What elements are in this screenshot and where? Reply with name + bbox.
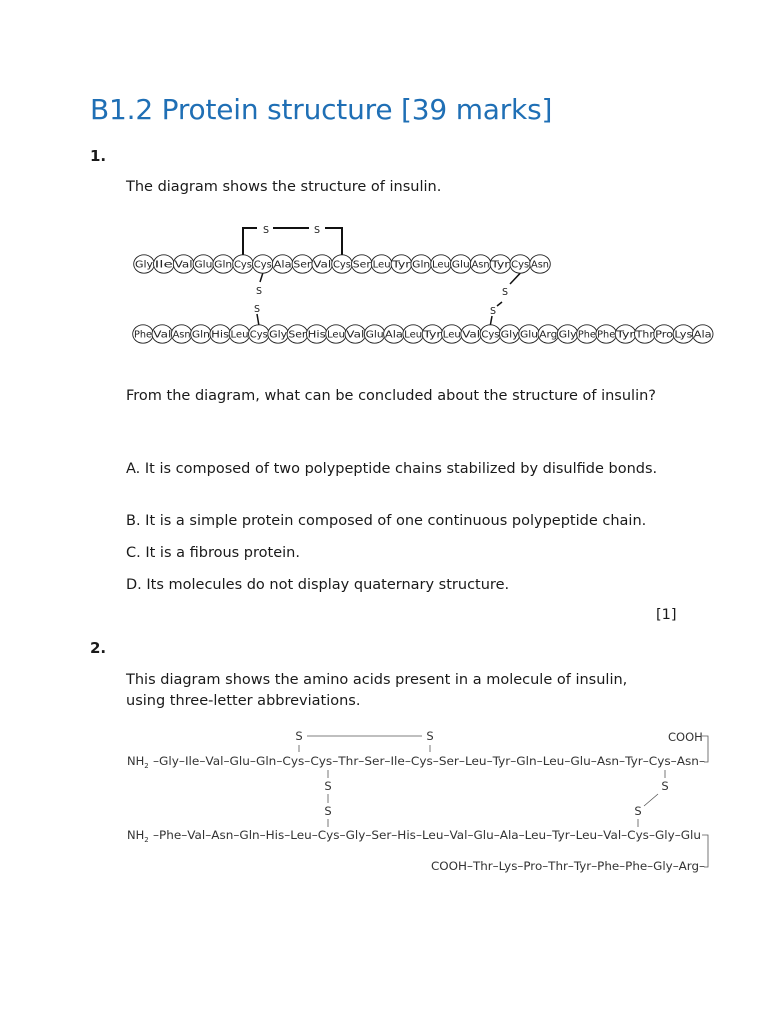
bridge-s-right-1: S <box>501 287 509 298</box>
chain-a-residue-label: Gln <box>412 259 431 271</box>
bridge-right-line-3 <box>490 316 492 325</box>
chain-a-residue-label: Ile <box>154 259 174 271</box>
chain-b-residue-label: Arg <box>539 329 558 341</box>
bridge-s-right-1: S <box>661 779 669 793</box>
chain-a-residue-label: Gln <box>214 259 233 271</box>
chain-b-residue-label: Glu <box>520 329 538 341</box>
chain-b-residue-label: Ser <box>288 329 307 341</box>
chain-a-residue-label: Cys <box>333 259 352 271</box>
insulin-sequence-diagram-2 <box>120 725 720 880</box>
chain-b-residue-label: Ala <box>693 329 712 341</box>
bridge-right-line-2 <box>497 302 502 306</box>
chain-b-residue-label: Leu <box>442 329 461 341</box>
chain-b-residue-label: Leu <box>327 329 345 341</box>
nh2-a: $NH_2$ <box>127 754 149 770</box>
chain-a-residue-label: Tyr <box>391 259 411 271</box>
option-b[interactable]: B. It is a simple protein composed of one continuous polypeptide chain. <box>126 513 647 529</box>
chain-b-residue-label: Tyr <box>422 329 442 341</box>
question-1-intro: The diagram shows the structure of insulin. <box>126 179 442 195</box>
chain-a-residue-label: Asn <box>531 259 549 271</box>
chain-b-residue-label: His <box>211 329 230 341</box>
bridge-s-left-2: S <box>324 804 332 818</box>
bridge-s-left-2: S <box>253 304 261 315</box>
bridge-s-left-1: S <box>324 779 332 793</box>
chain-a-residue-label: Asn <box>471 259 490 271</box>
chain-b-residue-label: Tyr <box>615 329 635 341</box>
chain-b-residue-label: Leu <box>404 329 423 341</box>
bridge-s-top-right: S <box>426 729 434 743</box>
option-a[interactable]: A. It is composed of two polypeptide chains stabilized by disulfide bonds. <box>126 461 658 477</box>
chain-b-residue-label: Phe <box>134 329 153 341</box>
bridge-s-right-2: S <box>489 306 497 317</box>
chain-a-residue-label: Val <box>174 259 193 271</box>
chain-b-residue-label: His <box>307 329 326 341</box>
chain-b-residue-label: Asn <box>172 329 191 341</box>
chain-b-residue-label: Val <box>153 329 172 341</box>
chain-b-residue-label: Cys <box>249 329 268 341</box>
chain-a-residue-label: Cys <box>511 259 530 271</box>
chain-b-residue-label: Leu <box>230 329 249 341</box>
chain-a-residue-label: Cys <box>253 259 272 271</box>
cooh-top: COOH <box>668 730 703 744</box>
bridge-s-left-1: S <box>255 286 263 297</box>
chain-b-residue-label: Val <box>462 329 481 341</box>
question-2-number: 2. <box>90 639 107 657</box>
option-c[interactable]: C. It is a fibrous protein. <box>126 545 300 561</box>
chain-a-residue-label: Glu <box>451 259 470 271</box>
chain-a-residue-label: Glu <box>194 259 213 271</box>
chain-a-residue-label: Tyr <box>490 259 510 271</box>
chain-a-residue-label: Cys <box>234 259 253 271</box>
chain-b-residue-label: Val <box>346 329 365 341</box>
chain-a-residue-label: Leu <box>432 259 450 271</box>
chain-b-residue-label: Ala <box>384 329 403 341</box>
chain-b-sequence: –Phe–Val–Asn–Gln–His–Leu–Cys–Gly–Ser–His–Leu–Val–Glu–Ala–Leu–Tyr–Leu–Val–Cys–Gly–Glu <box>153 828 701 842</box>
bridge-s-top-2: S <box>313 225 321 236</box>
chain-a-residue-label: Ala <box>273 259 292 271</box>
page-title: B1.2 Protein structure [39 marks] <box>90 93 553 126</box>
chain-b-residue-label: Gly <box>500 329 520 341</box>
chain-b-residue-label: Phe <box>597 329 616 341</box>
question-1-number: 1. <box>90 147 107 165</box>
chain-a-residue-label: Leu <box>372 259 391 271</box>
bridge-s-right-2: S <box>634 804 642 818</box>
chain-b-residue-label: Glu <box>365 329 384 341</box>
chain-a-residue-label: Gly <box>135 259 154 271</box>
nh2-b: $NH_2$ <box>127 828 149 844</box>
chain-a-sequence: –Gly–Ile–Val–Glu–Gln–Cys–Cys–Thr–Ser–Ile–Cys–Ser–Leu–Tyr–Gln–Leu–Glu–Asn–Tyr–Cys–Asn– <box>153 754 706 768</box>
chain-b-residue-label: Lys <box>674 329 693 341</box>
bridge-left-line-1 <box>260 273 263 282</box>
chain-a-residue-label: Val <box>313 259 332 271</box>
bridge-left-line-2 <box>257 314 259 325</box>
option-d[interactable]: D. Its molecules do not display quaternary structure. <box>126 577 510 593</box>
question-2-intro: This diagram shows the amino acids present in a molecule of insulin, using three-letter abbreviations. <box>126 672 628 709</box>
chain-b-residue-label: Gly <box>269 329 288 341</box>
bridge-s-top-1: S <box>262 225 270 236</box>
question-1-stem: From the diagram, what can be concluded about the structure of insulin? <box>126 388 656 404</box>
chain-a-residue-label: Ser <box>293 259 312 271</box>
bridge-right-line-1 <box>510 273 520 284</box>
chain-b-residue-label: Cys <box>481 329 500 341</box>
chain-b-end-sequence: COOH–Thr–Lys–Pro–Thr–Tyr–Phe–Phe–Gly–Arg– <box>431 859 706 873</box>
chain-b-residue-label: Phe <box>577 329 597 341</box>
insulin-structure-diagram-1 <box>126 218 716 350</box>
question-1-marks: [1] <box>656 607 677 623</box>
bridge-s-top-left: S <box>295 729 303 743</box>
chain-b-residue-label: Pro <box>655 329 674 341</box>
chain-a-residue-label: Ser <box>352 259 371 271</box>
chain-b-residue-label: Gln <box>191 329 210 341</box>
bridge-right-diagonal <box>644 794 658 806</box>
chain-b-residue-label: Thr <box>634 329 654 341</box>
chain-b-residue-label: Gly <box>558 329 578 341</box>
